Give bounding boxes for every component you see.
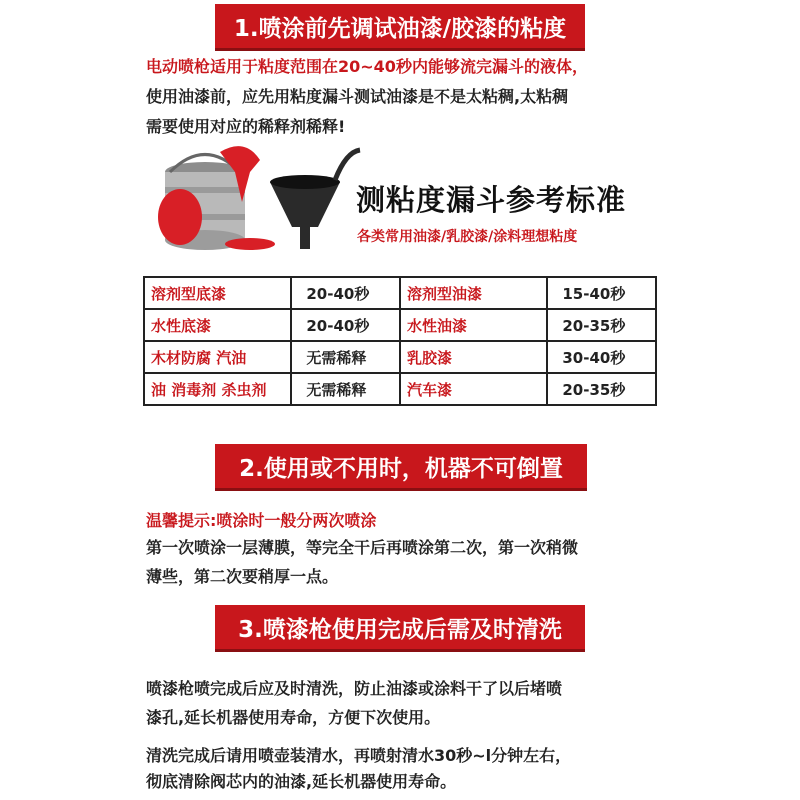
paint-type: 汽车漆: [400, 373, 547, 405]
viscosity-value: 15-40秒: [547, 277, 656, 309]
section3-para1-line-2: 漆孔,延长机器使用寿命，方便下次使用。: [146, 708, 441, 727]
section1-banner: [215, 4, 585, 48]
viscosity-value: 无需稀释: [291, 341, 400, 373]
viscosity-value: 无需稀释: [291, 373, 400, 405]
viscosity-value: 20-35秒: [547, 309, 656, 341]
funnel-standard-subheading: 各类常用油漆/乳胶漆/涂料理想粘度: [357, 229, 578, 245]
section3-banner: [215, 605, 585, 649]
table-row: [144, 277, 656, 309]
viscosity-funnel-icon: [270, 150, 360, 249]
tip-text: 温馨提示:喷涂时一般分两次喷涂: [146, 511, 377, 530]
section3-para1-line-1: 喷漆枪喷完成后应及时清洗，防止油漆或涂料干了以后堵喷: [146, 679, 563, 698]
paint-type: 水性油漆: [400, 309, 547, 341]
table-row: [144, 341, 656, 373]
section3-title: 3.喷漆枪使用完成后需及时清洗: [238, 616, 562, 643]
section2-line-2: 薄些，第二次要稍厚一点。: [146, 567, 339, 586]
viscosity-value: 20-35秒: [547, 373, 656, 405]
intro-red-text: 电动喷枪适用于粘度范围在20~40秒内能够流完漏斗的液体，: [146, 57, 588, 76]
section3-para2-line-1: 清洗完成后请用喷壶装清水，再喷射清水30秒~l分钟左右，: [146, 746, 572, 765]
paint-type: 溶剂型油漆: [400, 277, 547, 309]
intro-line-1: 使用油漆前，应先用粘度漏斗测试油漆是不是太粘稠,太粘稠: [146, 87, 569, 106]
paint-type: 乳胶漆: [400, 341, 547, 373]
viscosity-value: 20-40秒: [291, 277, 400, 309]
paint-type: 水性底漆: [144, 309, 291, 341]
table-row: [144, 373, 656, 405]
table-row: [144, 309, 656, 341]
paint-type: 溶剂型底漆: [144, 277, 291, 309]
intro-line-2: 需要使用对应的稀释剂稀释!: [146, 117, 346, 136]
section2-banner: [215, 444, 587, 488]
paint-type: 油 消毒剂 杀虫剂: [144, 373, 291, 405]
viscosity-value: 20-40秒: [291, 309, 400, 341]
section3-para2-line-2: 彻底清除阀芯内的油漆,延长机器使用寿命。: [146, 772, 457, 791]
section2-title: 2.使用或不用时，机器不可倒置: [239, 455, 563, 482]
viscosity-value: 30-40秒: [547, 341, 656, 373]
section1-title: 1.喷涂前先调试油漆/胶漆的粘度: [233, 15, 567, 42]
viscosity-table: [143, 276, 657, 406]
section2-line-1: 第一次喷涂一层薄膜，等完全干后再喷涂第二次，第一次稍微: [146, 538, 579, 557]
paint-type: 木材防腐 汽油: [144, 341, 291, 373]
funnel-standard-heading: 测粘度漏斗参考标准: [356, 183, 627, 217]
